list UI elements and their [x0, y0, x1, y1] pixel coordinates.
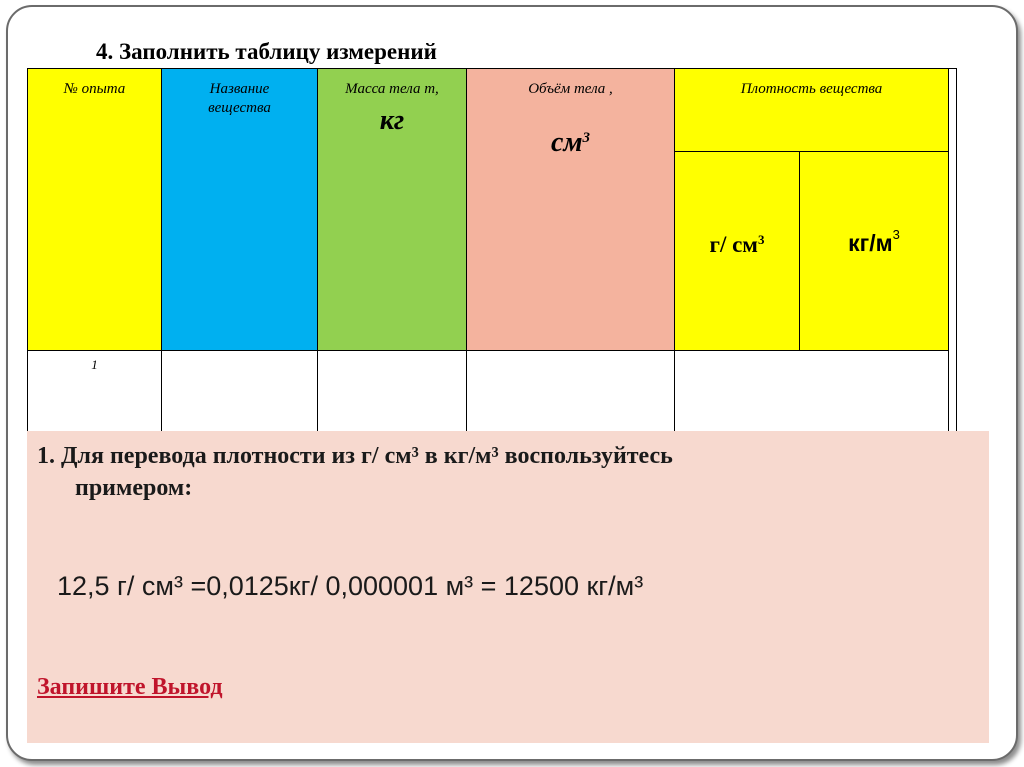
header-volume-unit: см	[550, 127, 583, 158]
info-box	[27, 431, 989, 743]
density-unit-2: кг/м	[848, 230, 893, 256]
row-1-volume[interactable]	[466, 350, 675, 440]
header-mass-unit: кг	[379, 105, 405, 136]
header-density	[674, 68, 949, 152]
density-unit-1-wrap	[675, 232, 799, 258]
header-volume-label: Объём тела ,	[528, 81, 613, 97]
header-substance-name-label: Название вещества	[208, 81, 271, 116]
header-experiment-no	[27, 68, 162, 351]
row-1-no: 1	[91, 357, 98, 372]
density-unit-1-cube: 3	[757, 232, 765, 247]
measurements-table	[27, 68, 957, 438]
density-unit-2-cube: 3	[892, 227, 900, 242]
conversion-example: 12,5 г/ см³ =0,0125кг/ 0,000001 м³ = 12500 кг/м³	[57, 571, 644, 601]
slide	[6, 5, 1018, 761]
table-right-edge	[948, 68, 957, 438]
header-density-kg-m3	[799, 151, 949, 351]
header-density-label: Плотность вещества	[740, 81, 883, 97]
info-line-1: 1. Для перевода плотности из г/ см³ в кг/м³ воспользуйтесь	[37, 443, 673, 469]
volume-cube-mark: 3	[582, 130, 591, 146]
row-1-substance-name[interactable]	[161, 350, 318, 440]
header-mass-label: Масса тела m,	[345, 81, 439, 97]
conclusion-prompt: Запишите Вывод	[37, 674, 223, 700]
page-title: 4. Заполнить таблицу измерений	[96, 39, 437, 64]
info-line-2: примером:	[75, 475, 193, 501]
row-1-experiment-no	[27, 350, 162, 440]
header-volume-unit-wrap	[467, 127, 674, 159]
density-unit-2-wrap	[800, 227, 948, 257]
header-density-g-cm3	[674, 151, 800, 351]
row-1-mass[interactable]	[317, 350, 467, 440]
density-unit-1: г/ см	[709, 232, 758, 257]
header-experiment-no-label: № опыта	[63, 81, 126, 97]
header-substance-name	[161, 68, 318, 351]
row-1-density[interactable]	[674, 350, 949, 440]
header-mass	[317, 68, 467, 351]
header-volume	[466, 68, 675, 351]
